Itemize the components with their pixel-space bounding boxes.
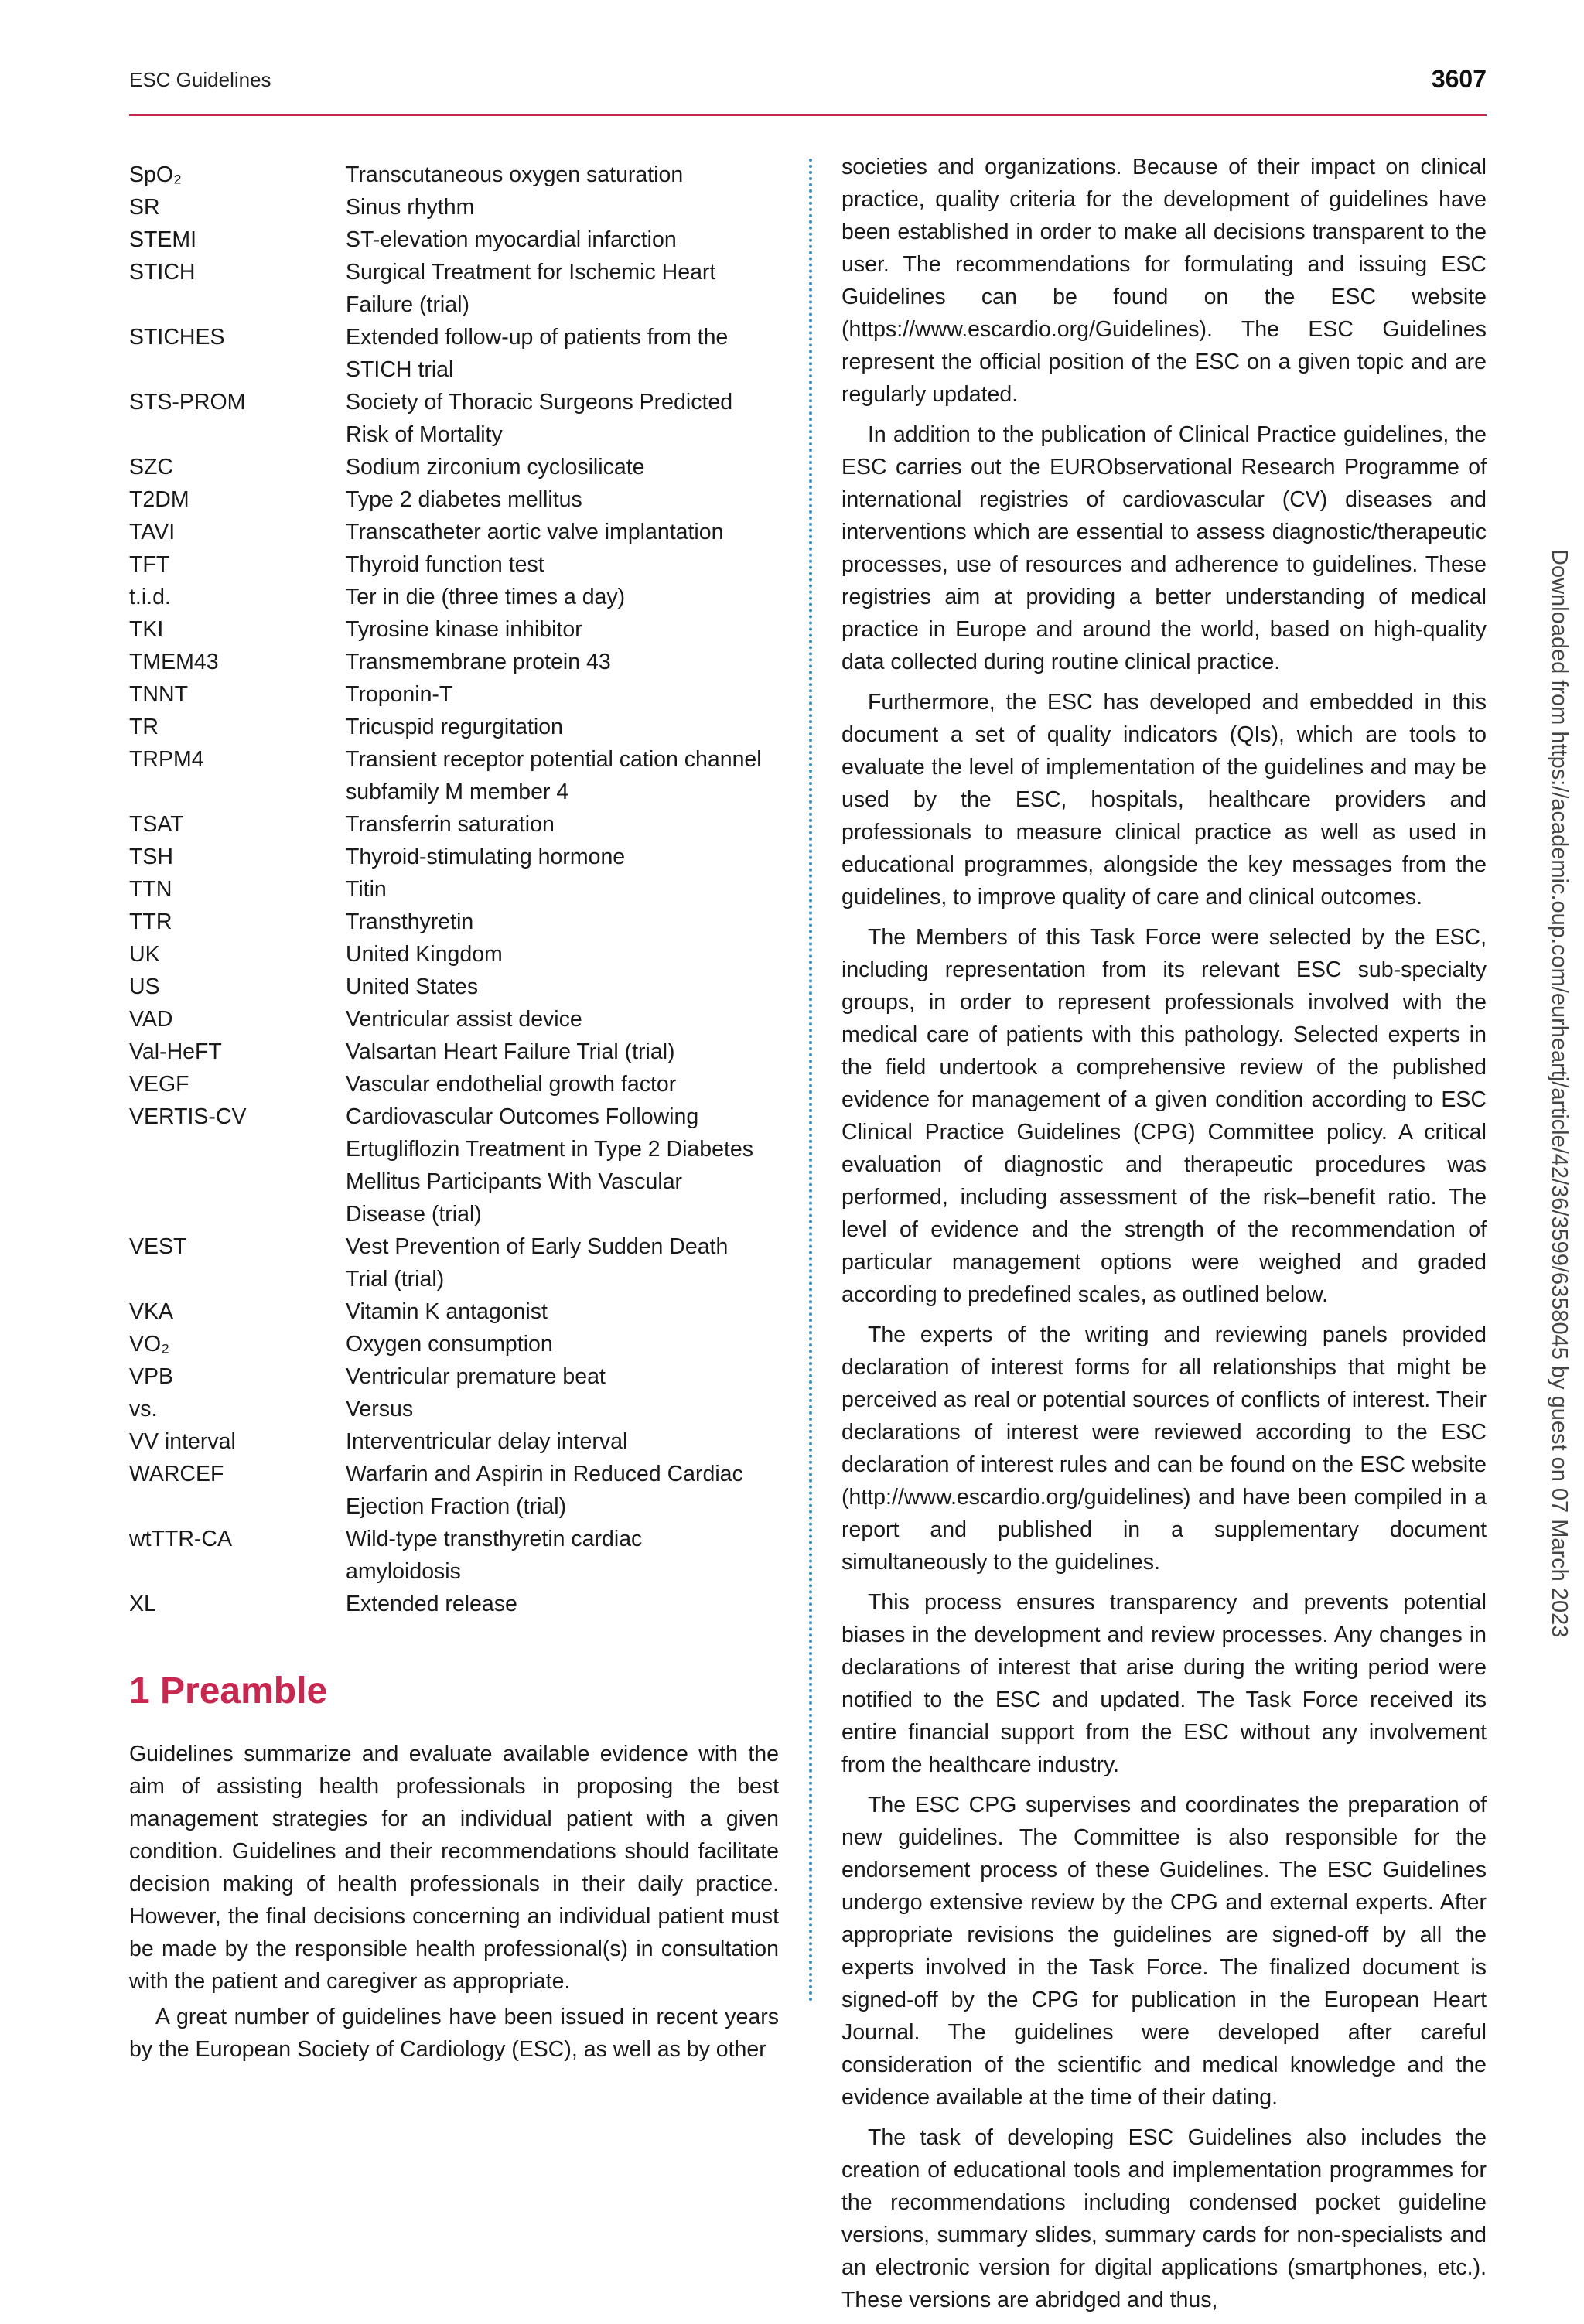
abbreviation-definition: Sinus rhythm: [346, 195, 475, 220]
page-number: 3607: [1431, 65, 1487, 93]
journal-name: ESC Guidelines: [129, 68, 271, 91]
abbreviation-row: [129, 1230, 779, 1295]
abbreviation-definition: Transcatheter aortic valve implantation: [346, 520, 724, 544]
abbreviation-definition: Vitamin K antagonist: [346, 1299, 548, 1324]
abbreviation-row: [129, 971, 779, 1003]
abbreviation-row: [129, 191, 779, 224]
abbreviation-term: TFT: [129, 552, 170, 577]
abbreviation-term: Val-HeFT: [129, 1039, 222, 1064]
abbreviation-row: [129, 1425, 779, 1458]
abbreviation-definition: Warfarin and Aspirin in Reduced Cardiac Ejection Fraction (trial): [346, 1462, 743, 1519]
abbreviation-definition: Valsartan Heart Failure Trial (trial): [346, 1039, 675, 1064]
abbreviation-term: vs.: [129, 1397, 158, 1421]
abbreviation-definition: Society of Thoracic Surgeons Predicted Risk of Mortality: [346, 390, 733, 447]
abbreviation-definition: Vest Prevention of Early Sudden Death Trial (trial): [346, 1234, 729, 1292]
abbreviation-term: VPB: [129, 1364, 174, 1389]
abbreviation-term: SpO₂: [129, 162, 183, 187]
abbreviation-definition: Wild-type transthyretin cardiac amyloidosis: [346, 1527, 643, 1584]
abbreviation-definition: Ventricular assist device: [346, 1007, 582, 1032]
abbreviation-definition: Transferrin saturation: [346, 812, 555, 837]
preamble-paragraph: This process ensures transparency and prevents potential biases in the development and review processes. Any changes in declarations of interest that arise during the writing period were notified to the ESC and updated. The Task Force received its entire financial support from the ESC without any involvement from the healthcare industry.: [842, 1590, 1487, 1777]
abbreviation-term: XL: [129, 1592, 156, 1616]
abbreviation-term: WARCEF: [129, 1462, 224, 1486]
abbreviation-row: [129, 1360, 779, 1393]
abbreviation-row: [129, 1588, 779, 1620]
preamble-paragraph: The task of developing ESC Guidelines also includes the creation of educational tools and implementation programmes for the recommendations including condensed pocket guideline versions, summary slides, summary cards for non-specialists and an electronic version for digital applications (smartphones, etc.). These versions are abridged and thus,: [842, 2125, 1487, 2312]
column-divider: [809, 159, 812, 2003]
abbreviation-term: UK: [129, 942, 160, 967]
abbreviation-row: [129, 1295, 779, 1328]
abbreviation-definition: Versus: [346, 1397, 414, 1421]
abbreviation-definition: Interventricular delay interval: [346, 1429, 628, 1454]
section-heading-preamble: 1 Preamble: [129, 1670, 328, 1711]
abbreviation-definition: Transthyretin: [346, 909, 474, 934]
abbreviation-term: T2DM: [129, 487, 189, 512]
header-rule: [129, 114, 1487, 116]
abbreviation-term: VAD: [129, 1007, 173, 1032]
abbreviation-term: VKA: [129, 1299, 174, 1324]
abbreviation-row: [129, 711, 779, 743]
abbreviation-definition: Transcutaneous oxygen saturation: [346, 162, 684, 187]
preamble-paragraph: Guidelines summarize and evaluate available evidence with the aim of assisting health professionals in proposing the best management strategies for an individual patient with a given condition. Guidelines and their recommendations should facilitate decision making of health professionals in their daily practice. However, the final decisions concerning an individual patient must be made by the responsible health professional(s) in consultation with the patient and caregiver as appropriate.: [129, 1742, 779, 1994]
abbreviation-term: STICHES: [129, 325, 225, 350]
abbreviation-term: VO₂: [129, 1332, 170, 1357]
abbreviation-row: [129, 516, 779, 548]
preamble-paragraph: The ESC CPG supervises and coordinates the preparation of new guidelines. The Committee is also responsible for the endorsement process of these Guidelines. The ESC Guidelines undergo extensive review by the CPG and external experts. After appropriate revisions the guidelines are signed-off by all the experts involved in the Task Force. The finalized document is signed-off by the CPG for publication in the European Heart Journal. The guidelines were developed after careful consideration of the scientific and medical knowledge and the evidence available at the time of their dating.: [842, 1793, 1487, 2110]
abbreviation-definition: Transient receptor potential cation channel subfamily M member 4: [346, 747, 762, 804]
abbreviation-definition: Surgical Treatment for Ischemic Heart Failure (trial): [346, 260, 716, 317]
abbreviation-term: TTR: [129, 909, 172, 934]
abbreviation-row: [129, 1393, 779, 1425]
abbreviation-term: TSH: [129, 845, 173, 869]
abbreviation-definition: Ventricular premature beat: [346, 1364, 606, 1389]
abbreviation-definition: United Kingdom: [346, 942, 503, 967]
abbreviation-definition: ST-elevation myocardial infarction: [346, 227, 677, 252]
abbreviation-definition: Transmembrane protein 43: [346, 650, 611, 674]
abbreviation-term: SZC: [129, 455, 173, 479]
abbreviation-row: [129, 1458, 779, 1523]
abbreviation-term: TAVI: [129, 520, 176, 544]
abbreviation-definition: Titin: [346, 877, 387, 902]
abbreviation-term: VEST: [129, 1234, 187, 1259]
abbreviation-definition: Ter in die (three times a day): [346, 585, 626, 609]
abbreviation-definition: United States: [346, 974, 479, 999]
abbreviation-row: [129, 1003, 779, 1036]
download-notice-text: Downloaded from https://academic.oup.com/eurheartj/article/42/36/3599/6358045 by guest on 07 March 2023: [1547, 549, 1572, 1638]
abbreviation-row: [129, 646, 779, 678]
abbreviation-term: STS-PROM: [129, 390, 246, 415]
abbreviation-row: [129, 841, 779, 873]
abbreviation-term: TRPM4: [129, 747, 204, 772]
right-column: [842, 155, 1487, 2324]
preamble-paragraph: In addition to the publication of Clinical Practice guidelines, the ESC carries out the EURObservational Research Programme of international registries of cardiovascular (CV) diseases and interventions which are essential to assess diagnostic/therapeutic processes, use of resources and adherence to guidelines. These registries aim at providing a better understanding of medical practice in Europe and around the world, based on high-quality data collected during routine clinical practice.: [842, 422, 1487, 674]
abbreviation-term: STEMI: [129, 227, 197, 252]
abbreviation-row: [129, 873, 779, 906]
abbreviation-term: TTN: [129, 877, 172, 902]
abbreviation-term: TKI: [129, 617, 164, 642]
abbreviation-list: [129, 159, 779, 1620]
abbreviation-row: [129, 159, 779, 191]
abbreviation-definition: Oxygen consumption: [346, 1332, 553, 1357]
abbreviation-term: wtTTR-CA: [129, 1527, 232, 1551]
abbreviation-row: [129, 613, 779, 646]
abbreviation-definition: Extended follow-up of patients from the STICH trial: [346, 325, 729, 382]
abbreviation-definition: Type 2 diabetes mellitus: [346, 487, 582, 512]
abbreviation-definition: Extended release: [346, 1592, 517, 1616]
abbreviation-definition: Thyroid function test: [346, 552, 544, 577]
abbreviation-term: TNNT: [129, 682, 188, 707]
abbreviation-row: [129, 451, 779, 483]
abbreviation-term: VEGF: [129, 1072, 189, 1097]
abbreviation-row: [129, 808, 779, 841]
abbreviation-row: [129, 224, 779, 256]
preamble-paragraph: societies and organizations. Because of their impact on clinical practice, quality criteria for the development of guidelines have been established in order to make all decisions transparent to the user. The recommendations for formulating and issuing ESC Guidelines can be found on the ESC website (https://www.escardio.org/Guidelines). The ESC Guidelines represent the official position of the ESC on a given topic and are regularly updated.: [842, 155, 1487, 407]
preamble-paragraph: Furthermore, the ESC has developed and embedded in this document a set of quality indicators (QIs), which are tools to evaluate the level of implementation of the guidelines and may be used by the ESC, hospitals, healthcare providers and professionals to measure clinical practice as well as used in educational programmes, alongside the key messages from the guidelines, to improve quality of care and clinical outcomes.: [842, 690, 1487, 909]
abbreviation-row: [129, 1068, 779, 1101]
abbreviation-row: [129, 1523, 779, 1588]
abbreviation-term: TR: [129, 715, 159, 739]
abbreviation-definition: Troponin-T: [346, 682, 453, 707]
abbreviation-term: TMEM43: [129, 650, 219, 674]
abbreviation-row: [129, 743, 779, 808]
abbreviation-row: [129, 906, 779, 938]
abbreviation-row: [129, 321, 779, 386]
abbreviation-definition: Thyroid-stimulating hormone: [346, 845, 626, 869]
abbreviation-term: VERTIS-CV: [129, 1104, 247, 1129]
abbreviation-term: t.i.d.: [129, 585, 171, 609]
abbreviation-row: [129, 1101, 779, 1230]
preamble-paragraph: The experts of the writing and reviewing panels provided declaration of interest forms for all relationships that might be perceived as real or potential sources of conflicts of interest. Their declarations of interest were reviewed according to the ESC declaration of interest rules and can be found on the ESC website (http://www.escardio.org/guidelines) and have been compiled in a report and published in a supplementary document simultaneously to the guidelines.: [842, 1322, 1487, 1575]
abbreviation-definition: Cardiovascular Outcomes Following Ertugliflozin Treatment in Type 2 Diabetes Mellitus Participants With Vascular Disease (trial): [346, 1104, 753, 1227]
abbreviation-row: [129, 256, 779, 321]
left-column: [129, 159, 779, 2066]
abbreviation-definition: Tricuspid regurgitation: [346, 715, 563, 739]
abbreviation-definition: Tyrosine kinase inhibitor: [346, 617, 582, 642]
abbreviation-term: SR: [129, 195, 160, 220]
abbreviation-row: [129, 938, 779, 971]
running-head: [129, 65, 1487, 99]
abbreviation-row: [129, 386, 779, 451]
preamble-paragraph: A great number of guidelines have been issued in recent years by the European Society of Cardiology (ESC), as well as by other: [129, 2005, 779, 2062]
abbreviation-definition: Vascular endothelial growth factor: [346, 1072, 677, 1097]
abbreviation-term: VV interval: [129, 1429, 236, 1454]
download-notice: [1545, 549, 1576, 1864]
preamble-paragraph: The Members of this Task Force were selected by the ESC, including representation from its relevant ESC sub-specialty groups, in order to represent professionals involved with the medical care of patients with this pathology. Selected experts in the field undertook a comprehensive review of the published evidence for management of a given condition according to ESC Clinical Practice Guidelines (CPG) Committee policy. A critical evaluation of diagnostic and therapeutic procedures was performed, including assessment of the risk–benefit ratio. The level of evidence and the strength of the recommendation of particular management options were weighed and graded according to predefined scales, as outlined below.: [842, 925, 1487, 1307]
abbreviation-row: [129, 678, 779, 711]
abbreviation-term: TSAT: [129, 812, 184, 837]
abbreviation-row: [129, 581, 779, 613]
abbreviation-definition: Sodium zirconium cyclosilicate: [346, 455, 645, 479]
abbreviation-term: US: [129, 974, 160, 999]
abbreviation-row: [129, 483, 779, 516]
abbreviation-term: STICH: [129, 260, 196, 285]
abbreviation-row: [129, 1328, 779, 1360]
abbreviation-row: [129, 1036, 779, 1068]
abbreviation-row: [129, 548, 779, 581]
